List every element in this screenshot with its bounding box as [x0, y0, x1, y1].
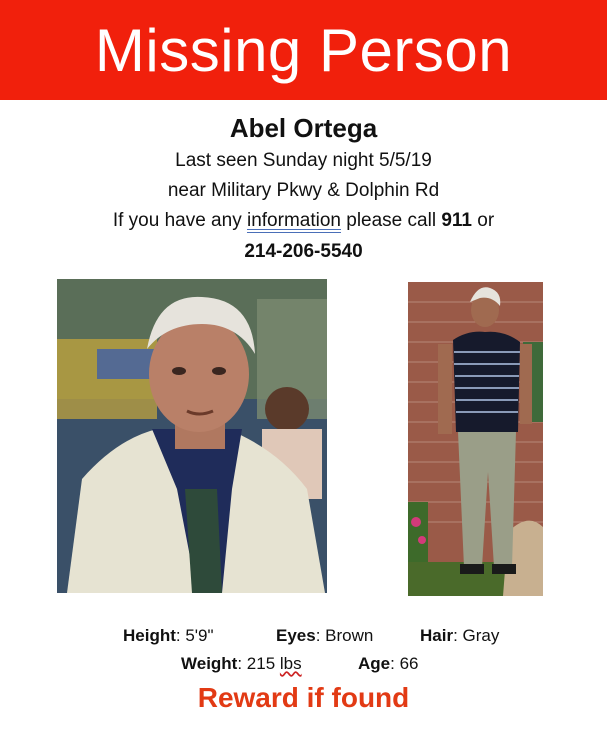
eyes-value: : Brown: [315, 626, 374, 645]
eyes-stat: [276, 626, 373, 646]
age-value: : 66: [390, 654, 419, 673]
hair-label: Hair: [420, 626, 454, 645]
age-stat: [358, 654, 418, 674]
height-stat: [123, 626, 214, 646]
information-word: information: [246, 210, 341, 231]
eyes-label: Eyes: [276, 626, 316, 645]
weight-stat: [181, 654, 302, 674]
contact-prefix: If you have any: [112, 210, 247, 231]
reward-notice: Reward if found: [197, 682, 410, 713]
missing-person-banner: [0, 0, 607, 100]
height-label: Height: [123, 626, 176, 645]
weight-label: Weight: [181, 654, 238, 673]
contact-mid: please call: [340, 210, 442, 231]
banner-title: Missing Person: [94, 16, 513, 84]
weight-value: : 215: [237, 654, 280, 673]
hair-stat: [420, 626, 499, 646]
contact-instructions: [0, 207, 607, 235]
weight-unit: lbs: [279, 654, 302, 673]
person-name: Abel Ortega: [229, 113, 378, 143]
contact-suffix: or: [471, 210, 495, 231]
location-text: near Military Pkwy & Dolphin Rd: [167, 180, 440, 201]
emergency-number: 911: [441, 210, 472, 231]
portrait-photo: [57, 279, 327, 593]
age-label: Age: [358, 654, 391, 673]
last-seen-text: Last seen Sunday night 5/5/19: [175, 150, 432, 171]
full-length-photo: [408, 282, 543, 596]
height-value: : 5'9": [175, 626, 214, 645]
hair-value: : Gray: [453, 626, 500, 645]
phone-number: 214-206-5540: [244, 241, 363, 262]
